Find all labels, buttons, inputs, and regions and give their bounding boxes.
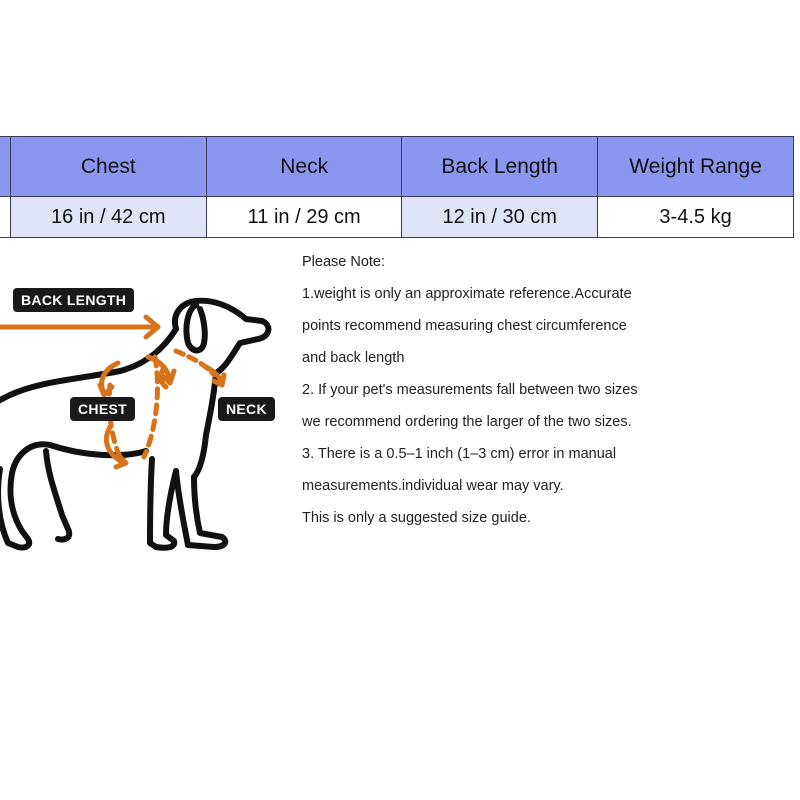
notes-title: Please Note: (302, 254, 386, 270)
header-row (0, 137, 794, 197)
note-line: This is only a suggested size guide. (302, 510, 531, 526)
header-cell-chest: Chest (10, 137, 206, 197)
dog-measurement-diagram (0, 245, 290, 565)
note-line: 3. There is a 0.5–1 inch (1–3 cm) error in manual (302, 446, 617, 462)
note-line: and back length (302, 350, 405, 366)
note-line: we recommend ordering the larger of the two sizes. (302, 414, 632, 430)
cell-chest: 16 in / 42 cm (10, 197, 206, 238)
size-notes (302, 250, 782, 538)
cell-back-length: 12 in / 30 cm (402, 197, 598, 238)
header-cell-back-length: Back Length (402, 137, 598, 197)
chest-label: CHEST (70, 397, 135, 421)
header-cell-size (0, 137, 10, 197)
back-length-label: BACK LENGTH (13, 288, 134, 312)
note-line: 2. If your pet's measurements fall between two sizes (302, 382, 638, 398)
neck-label: NECK (218, 397, 275, 421)
cell-size (0, 197, 10, 238)
note-line: measurements.individual wear may vary. (302, 478, 564, 494)
header-cell-neck: Neck (207, 137, 402, 197)
table-row (0, 197, 794, 238)
note-line: 1.weight is only an approximate reference.Accurate (302, 286, 632, 302)
cell-neck: 11 in / 29 cm (207, 197, 402, 238)
header-cell-weight-range: Weight Range (598, 137, 794, 197)
cell-weight-range: 3-4.5 kg (598, 197, 794, 238)
size-table (0, 136, 794, 238)
note-line: points recommend measuring chest circumference (302, 318, 627, 334)
